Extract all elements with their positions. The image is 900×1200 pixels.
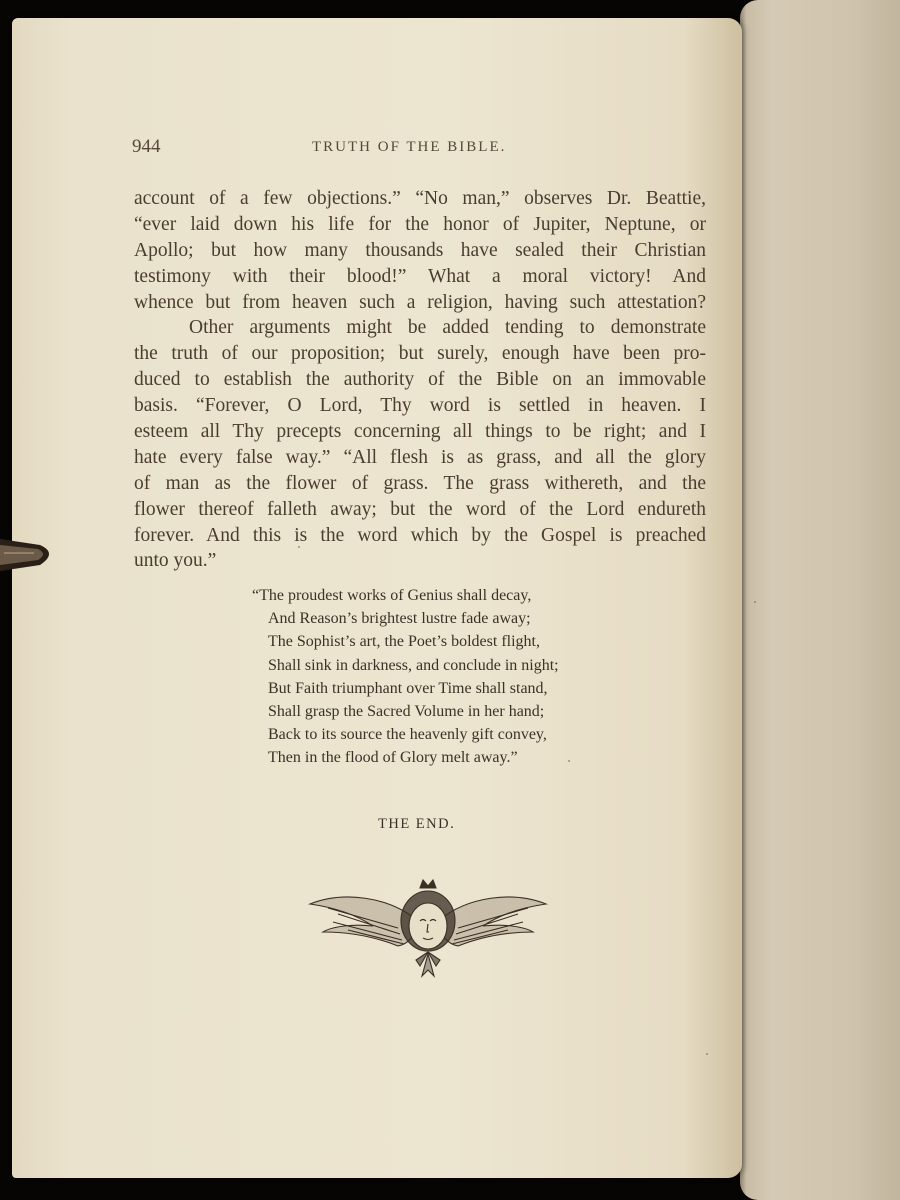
poem-line: Back to its source the heavenly gift convey,	[268, 726, 547, 744]
body-text	[134, 186, 706, 574]
text-line: “ever laid down his life for the honor of Jupiter, Neptune, or	[134, 213, 706, 235]
text-line: forever. And this is the word which by the Gospel is preached	[134, 524, 706, 546]
poem-line: Then in the flood of Glory melt away.”	[268, 749, 518, 767]
text-line: Apollo; but how many thousands have sealed their Christian	[134, 239, 706, 261]
winged-cherub-head-icon	[298, 866, 558, 996]
text-line: of man as the flower of grass. The grass withereth, and the	[134, 472, 706, 494]
text-line: duced to establish the authority of the Bible on an immovable	[134, 369, 706, 391]
text-line: Other arguments might be added tending to demonstrate	[189, 317, 706, 339]
paper-speck	[298, 546, 300, 548]
page-header	[132, 136, 712, 166]
text-line: whence but from heaven such a religion, having such attestation?	[134, 291, 706, 313]
text-line: basis. “Forever, O Lord, Thy word is settled in heaven. I	[134, 395, 706, 417]
poem-line: “The proudest works of Genius shall decay,	[252, 587, 532, 604]
poem-line: But Faith triumphant over Time shall stand,	[268, 679, 548, 697]
text-line: testimony with their blood!” What a moral victory! And	[134, 265, 706, 287]
text-line: esteem all Thy precepts concerning all things to be right; and I	[134, 421, 706, 443]
poem-line: Shall sink in darkness, and conclude in night;	[268, 656, 559, 674]
bookmark-ribbon-icon	[0, 535, 58, 575]
poem-line: Shall grasp the Sacred Volume in her hand;	[268, 703, 545, 721]
text-line: hate every false way.” “All flesh is as grass, and all the glory	[134, 446, 706, 468]
paper-speck	[706, 1053, 708, 1055]
running-head: TRUTH OF THE BIBLE.	[312, 139, 507, 155]
the-end-mark: THE END.	[378, 816, 456, 832]
poem-line: And Reason’s brightest lustre fade away;	[268, 610, 531, 628]
facing-page-edge	[740, 0, 900, 1200]
paper-speck	[754, 601, 756, 603]
text-line: account of a few objections.” “No man,” observes Dr. Beattie,	[134, 188, 706, 209]
text-line: flower thereof falleth away; but the word of the Lord endureth	[134, 498, 706, 520]
text-line: the truth of our proposition; but surely, enough have been pro-	[134, 343, 706, 365]
paper-speck	[568, 760, 570, 762]
poem-line: The Sophist’s art, the Poet’s boldest flight,	[268, 633, 540, 651]
book-page	[12, 18, 742, 1178]
text-line: unto you.”	[134, 550, 217, 572]
page-number: 944	[132, 136, 161, 157]
poem-quotation	[252, 584, 652, 770]
